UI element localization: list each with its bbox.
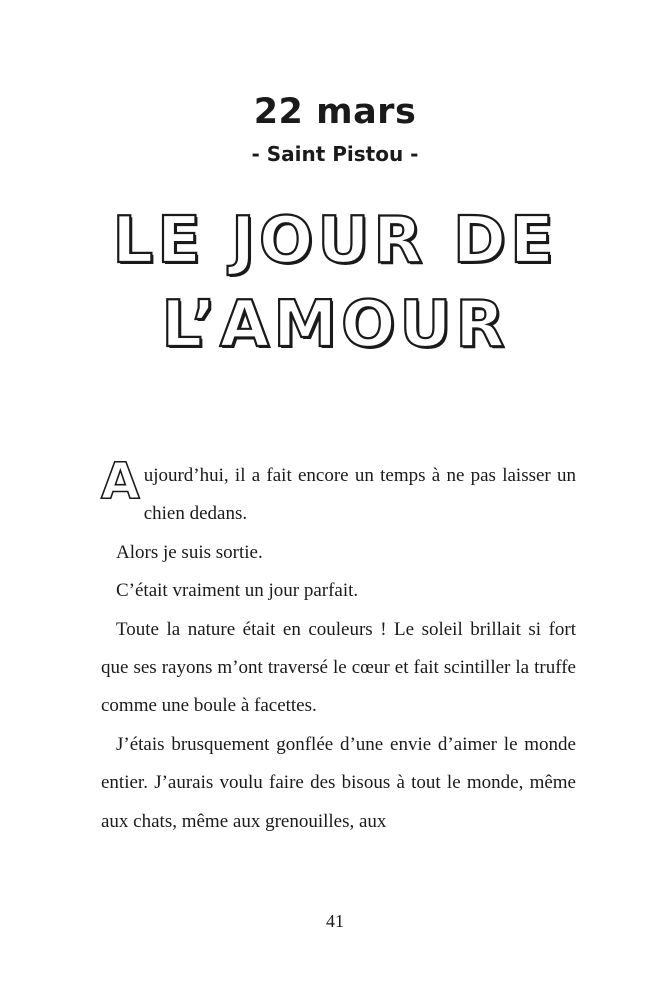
chapter-date: 22 mars — [253, 92, 417, 132]
paragraph-1-text: ujourd’hui, il a fait encore un temps à ne pas laisser un chien dedans. — [143, 465, 576, 525]
page-number: 41 — [326, 911, 344, 931]
chapter-title-line-2: L’AMOUR — [161, 288, 509, 362]
paragraph-3: C’était vraiment un jour parfait. — [116, 580, 359, 602]
chapter-title-line-1: LE JOUR DE — [112, 204, 558, 278]
saint-of-the-day: - Saint Pistou - — [251, 142, 419, 166]
drop-cap: A — [101, 452, 140, 510]
paragraph-4: Toute la nature était en couleurs ! Le soleil brillait si fort que ses rayons m’ont traversé le cœur et fait scintiller la truffe comme une boule à facettes. — [101, 618, 576, 717]
chapter-body — [101, 452, 576, 841]
paragraph-5: J’étais brusquement gonflée d’une envie d’aimer le monde entier. J’aurais voulu faire des bisous à tout le monde, même aux chats, même aux grenouilles, aux — [101, 733, 576, 832]
paragraph-1 — [101, 452, 576, 534]
paragraph-2: Alors je suis sortie. — [116, 541, 263, 563]
